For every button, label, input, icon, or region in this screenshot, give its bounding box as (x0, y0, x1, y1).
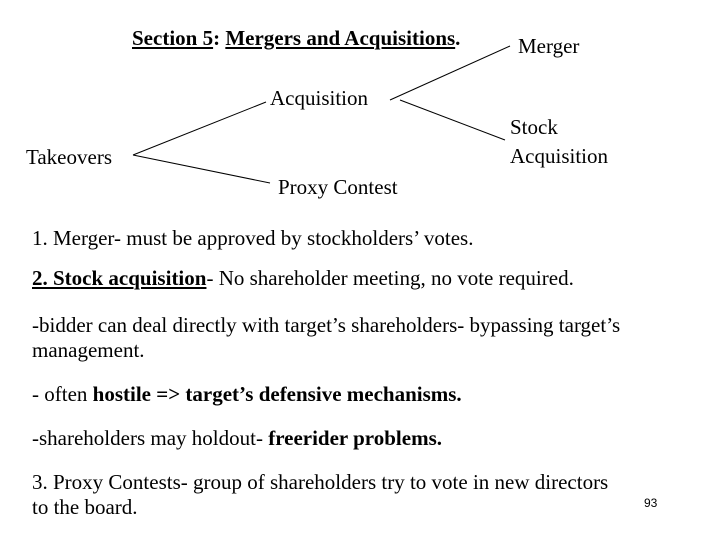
section-label: Section 5 (132, 26, 214, 50)
node-acquisition: Acquisition (270, 86, 368, 110)
line-acquisition-merger (390, 46, 510, 100)
node-proxy-contest: Proxy Contest (278, 175, 398, 199)
point-stock-acquisition-text: - No shareholder meeting, no vote required. (206, 266, 574, 290)
node-takeovers: Takeovers (26, 145, 112, 169)
section-colon: : (213, 26, 221, 50)
point-freerider-prefix: -shareholders may holdout- (32, 426, 269, 450)
point-bidder: -bidder can deal directly with target’s shareholders- bypassing target’s management. (32, 313, 621, 363)
point-hostile (32, 382, 672, 407)
point-merger: 1. Merger- must be approved by stockholders’ votes. (32, 226, 474, 250)
point-freerider (32, 426, 672, 451)
point-freerider-bold: freerider problems. (268, 426, 442, 450)
point-stock-acquisition-heading: 2. Stock acquisition (32, 266, 207, 290)
section-period: . (455, 26, 461, 50)
section-title (132, 28, 460, 49)
node-merger: Merger (518, 34, 580, 58)
point-hostile-bold: hostile => target’s defensive mechanisms. (92, 382, 462, 406)
page-number: 93 (644, 496, 658, 510)
section-topic: Mergers and Acquisitions (225, 26, 456, 50)
line-takeovers-acquisition (133, 102, 266, 155)
point-proxy-contests: 3. Proxy Contests- group of shareholders try to vote in new directors to the board. (32, 470, 609, 520)
point-stock-acquisition (32, 266, 672, 291)
node-stock-acquisition-line2: Acquisition (510, 144, 608, 168)
point-hostile-prefix: - often (32, 382, 93, 406)
node-stock-acquisition-line1: Stock (510, 115, 558, 139)
line-acquisition-stock (400, 100, 505, 140)
line-takeovers-proxy (133, 155, 270, 183)
